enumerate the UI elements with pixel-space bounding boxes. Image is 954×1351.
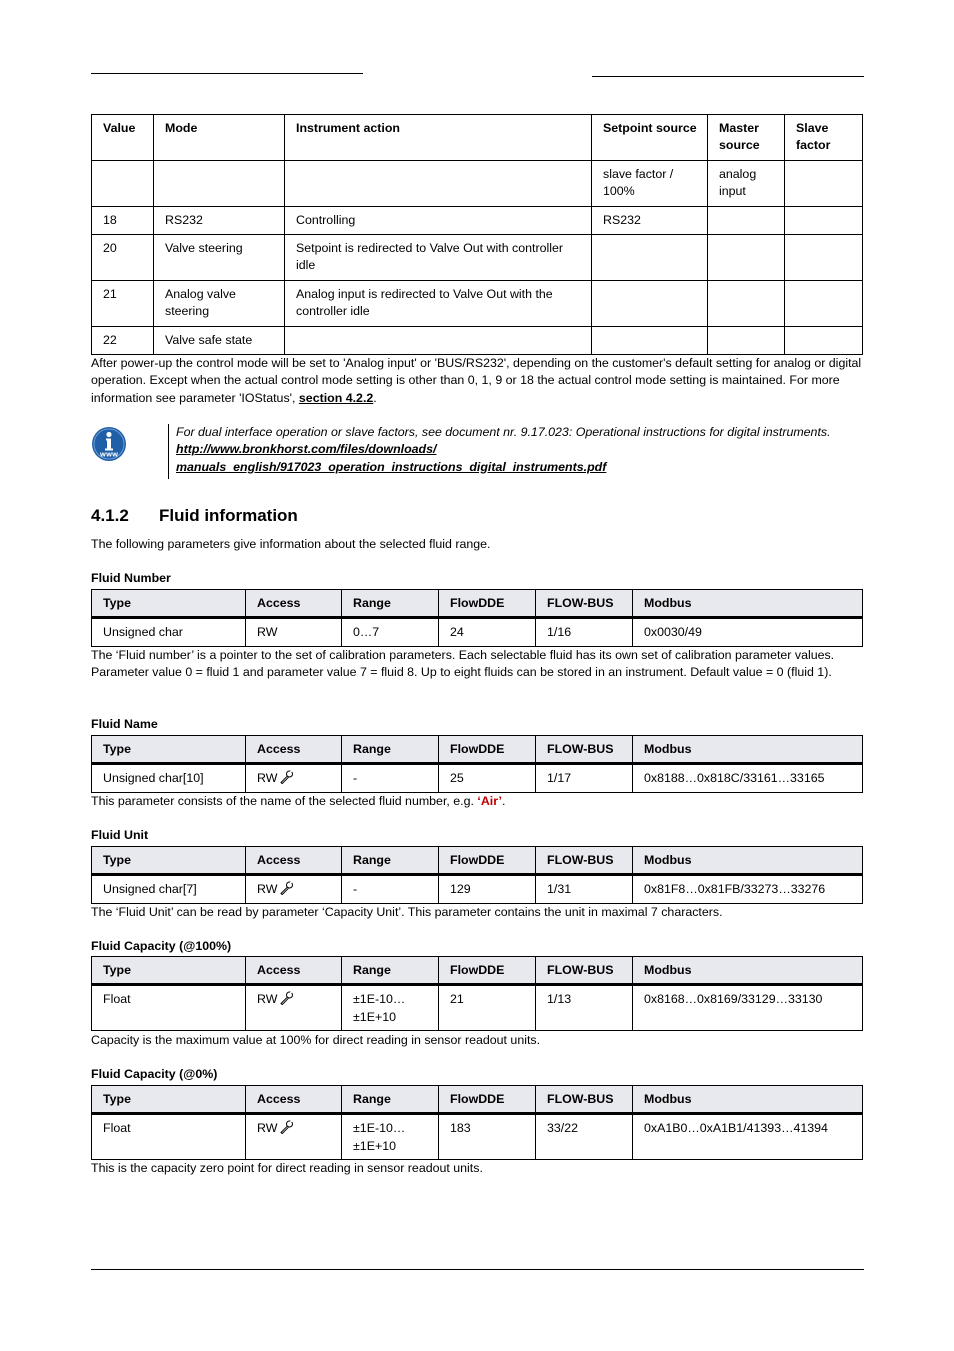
cell-type: Float: [92, 1114, 246, 1160]
col-header-access: Access: [246, 957, 342, 985]
wrench-icon: [279, 770, 294, 784]
header-rule-left: [91, 73, 363, 74]
col-header-flowbus: FLOW-BUS: [536, 590, 633, 618]
col-header-flowbus: FLOW-BUS: [536, 736, 633, 764]
info-note: For dual interface operation or slave factors, see document nr. 9.17.023: Operational instructions for digital instruments. http://www.bronkhorst.com/files/downloads/ manuals_english/917023_operation_instructions_digital_instruments.pdf: [168, 424, 866, 479]
cell-access: RW: [246, 618, 342, 647]
cell-flowdde: 25: [439, 764, 536, 793]
cell-modbus: 0xA1B0…0xA1B1/41393…41394: [633, 1114, 863, 1160]
cell-type: Unsigned char: [92, 618, 246, 647]
cell-range: ±1E-10… ±1E+10: [342, 1114, 439, 1160]
parameter-label: Fluid Capacity (@0%): [91, 1067, 218, 1081]
cell-type: Float: [92, 985, 246, 1031]
control-mode-table: [91, 114, 863, 355]
cell-flowdde: 24: [439, 618, 536, 647]
table-row: [92, 235, 863, 281]
table-row: [92, 161, 863, 207]
table-cell: 22: [92, 327, 154, 355]
col-header-flowdde: FlowDDE: [439, 957, 536, 985]
parameter-label: Fluid Capacity (@100%): [91, 939, 232, 953]
cell-type: Unsigned char[10]: [92, 764, 246, 793]
parameter-value-row: [92, 875, 863, 904]
col-header-flowbus: FLOW-BUS: [536, 1086, 633, 1114]
table-cell: [708, 281, 785, 327]
cell-flowbus: 1/16: [536, 618, 633, 647]
col-header-modbus: Modbus: [633, 736, 863, 764]
table-cell: [592, 327, 708, 355]
cell-type: Unsigned char[7]: [92, 875, 246, 904]
cell-access: RW: [246, 1114, 342, 1160]
footer-rule: [91, 1269, 864, 1270]
parameter-label: Fluid Number: [91, 571, 171, 585]
cell-access: RW: [246, 985, 342, 1031]
table-row: [92, 281, 863, 327]
table-cell: [285, 161, 592, 207]
col-header-modbus: Modbus: [633, 1086, 863, 1114]
col-header-flowdde: FlowDDE: [439, 1086, 536, 1114]
col-header-master-source: Master source: [708, 115, 785, 161]
table-cell: Controlling: [285, 207, 592, 235]
parameter-value-row: [92, 618, 863, 647]
parameter-header-row: [92, 847, 863, 875]
col-header-flowbus: FLOW-BUS: [536, 847, 633, 875]
col-header-flowdde: FlowDDE: [439, 736, 536, 764]
cell-access: RW: [246, 764, 342, 793]
wrench-icon: [279, 881, 294, 895]
table-cell: [785, 161, 863, 207]
parameter-header-row: [92, 957, 863, 985]
table-cell: RS232: [592, 207, 708, 235]
col-header-access: Access: [246, 736, 342, 764]
cell-range: 0…7: [342, 618, 439, 647]
table-cell: [708, 235, 785, 281]
table-cell: [785, 235, 863, 281]
parameter-header-row: [92, 736, 863, 764]
table-row: [92, 327, 863, 355]
cell-flowbus: 1/31: [536, 875, 633, 904]
download-link-part-1[interactable]: http://www.bronkhorst.com/files/downloads/: [176, 442, 437, 457]
parameter-table: [91, 735, 863, 793]
parameter-value-row: [92, 764, 863, 793]
col-header-modbus: Modbus: [633, 847, 863, 875]
col-header-type: Type: [92, 1086, 246, 1114]
table-cell: [285, 327, 592, 355]
table-cell: [92, 161, 154, 207]
table-row: [92, 207, 863, 235]
col-header-flowdde: FlowDDE: [439, 847, 536, 875]
parameter-description: The ‘Fluid Unit’ can be read by parameter ‘Capacity Unit’. This parameter contains the unit in maximal 7 characters.: [91, 905, 723, 919]
section-number: 4.1.2: [91, 506, 129, 525]
parameter-table: [91, 956, 863, 1031]
table-cell: [592, 281, 708, 327]
table-cell: [785, 327, 863, 355]
col-header-flowbus: FLOW-BUS: [536, 957, 633, 985]
col-header-slave-factor: Slave factor: [785, 115, 863, 161]
col-header-access: Access: [246, 847, 342, 875]
cell-modbus: 0x8188…0x818C/33161…33165: [633, 764, 863, 793]
table-cell: RS232: [154, 207, 285, 235]
section-reference-link[interactable]: section 4.2.2: [298, 390, 374, 405]
table-cell: Valve safe state: [154, 327, 285, 355]
col-header-type: Type: [92, 847, 246, 875]
col-header-flowdde: FlowDDE: [439, 590, 536, 618]
parameter-description: This parameter consists of the name of the selected fluid number, e.g. ‘Air’.: [91, 794, 506, 808]
col-header-instrument-action: Instrument action: [285, 115, 592, 161]
header-rule-right: [592, 76, 864, 77]
parameter-label: Fluid Unit: [91, 828, 149, 842]
col-header-type: Type: [92, 957, 246, 985]
cell-modbus: 0x0030/49: [633, 618, 863, 647]
parameter-label: Fluid Name: [91, 717, 158, 731]
mode-table-header: [92, 115, 863, 161]
col-header-setpoint-source: Setpoint source: [592, 115, 708, 161]
cell-flowbus: 1/17: [536, 764, 633, 793]
col-header-mode: Mode: [154, 115, 285, 161]
parameter-description: This is the capacity zero point for direct reading in sensor readout units.: [91, 1161, 483, 1175]
cell-access: RW: [246, 875, 342, 904]
table-cell: slave factor / 100%: [592, 161, 708, 207]
cell-modbus: 0x8168…0x8169/33129…33130: [633, 985, 863, 1031]
cell-flowdde: 183: [439, 1114, 536, 1160]
section-heading: [91, 507, 298, 524]
col-header-access: Access: [246, 1086, 342, 1114]
cell-range: -: [342, 764, 439, 793]
table-cell: [708, 207, 785, 235]
cell-flowbus: 33/22: [536, 1114, 633, 1160]
table-cell: [592, 235, 708, 281]
col-header-type: Type: [92, 736, 246, 764]
col-header-range: Range: [342, 736, 439, 764]
download-link-part-2[interactable]: manuals_english/917023_operation_instructions_digital_instruments.pdf: [176, 459, 607, 474]
cell-flowdde: 129: [439, 875, 536, 904]
wrench-icon: [279, 1120, 294, 1134]
cell-range: -: [342, 875, 439, 904]
cell-modbus: 0x81F8…0x81FB/33273…33276: [633, 875, 863, 904]
parameter-header-row: [92, 590, 863, 618]
parameter-header-row: [92, 1086, 863, 1114]
parameter-table: [91, 846, 863, 904]
col-header-range: Range: [342, 1086, 439, 1114]
control-mode-paragraph: After power-up the control mode will be set to 'Analog input' or 'BUS/RS232', depending on the customer's default setting for analog or digital operation. Except when the actual control mode setting is other than 0, 1, 9 or 18 the actual control mode setting is maintained. For more information see parameter 'IOStatus', section 4.2.2.: [91, 356, 862, 405]
cell-flowdde: 21: [439, 985, 536, 1031]
parameter-value-row: [92, 1114, 863, 1160]
col-header-range: Range: [342, 590, 439, 618]
parameter-table: [91, 589, 863, 647]
parameter-description: Capacity is the maximum value at 100% for direct reading in sensor readout units.: [91, 1033, 541, 1047]
parameter-table: [91, 1085, 863, 1160]
fluid-example-highlight: ‘Air’: [477, 794, 502, 808]
col-header-value: Value: [92, 115, 154, 161]
cell-flowbus: 1/13: [536, 985, 633, 1031]
table-cell: [708, 327, 785, 355]
svg-text:WWW: WWW: [99, 452, 119, 459]
col-header-range: Range: [342, 957, 439, 985]
table-cell: Setpoint is redirected to Valve Out with controller idle: [285, 235, 592, 281]
parameter-value-row: [92, 985, 863, 1031]
table-cell: 20: [92, 235, 154, 281]
col-header-modbus: Modbus: [633, 957, 863, 985]
wrench-icon: [279, 991, 294, 1005]
table-cell: Analog input is redirected to Valve Out with the controller idle: [285, 281, 592, 327]
table-cell: [785, 281, 863, 327]
parameter-description: The ‘Fluid number’ is a pointer to the set of calibration parameters. Each selectable fluid has its own set of calibration parameter values. Parameter value 0 = fluid 1 and parameter value 7 = fluid 8. Up to eight fluids can be stored in an instrument. Default value = 0 (fluid 1).: [91, 648, 835, 680]
col-header-modbus: Modbus: [633, 590, 863, 618]
table-cell: [785, 207, 863, 235]
table-cell: 21: [92, 281, 154, 327]
table-cell: 18: [92, 207, 154, 235]
col-header-access: Access: [246, 590, 342, 618]
table-cell: Analog valve steering: [154, 281, 285, 327]
col-header-type: Type: [92, 590, 246, 618]
section-title: Fluid information: [159, 506, 298, 525]
cell-range: ±1E-10… ±1E+10: [342, 985, 439, 1031]
table-cell: Valve steering: [154, 235, 285, 281]
col-header-range: Range: [342, 847, 439, 875]
section-intro: The following parameters give information about the selected fluid range.: [91, 537, 491, 551]
table-cell: [154, 161, 285, 207]
info-www-icon: [91, 426, 127, 462]
table-cell: analog input: [708, 161, 785, 207]
